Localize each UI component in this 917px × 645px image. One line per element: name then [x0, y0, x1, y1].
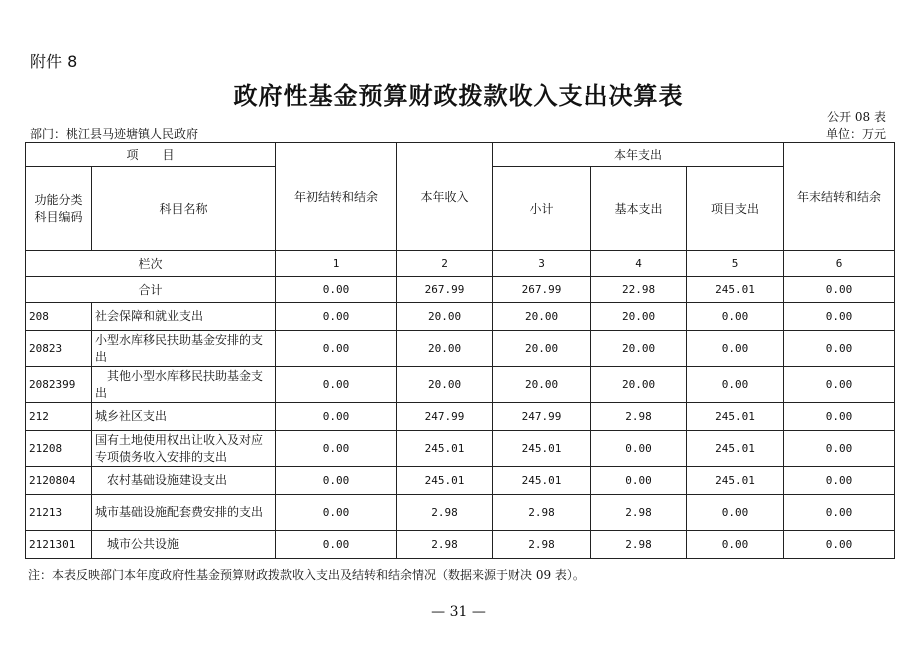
form-number: 公开 08 表 — [827, 110, 886, 124]
unit-label: 单位：万元 — [825, 127, 886, 141]
column-index-cell: 1 — [276, 251, 397, 277]
column-index-cell: 3 — [493, 251, 591, 277]
row-value-cell: 0.00 — [276, 303, 397, 331]
column-index-cell: 6 — [784, 251, 895, 277]
row-code: 2121301 — [26, 531, 92, 559]
row-value-cell: 245.01 — [687, 403, 784, 431]
row-value-cell: 247.99 — [397, 403, 493, 431]
row-value-cell: 0.00 — [591, 431, 687, 467]
row-value-cell: 20.00 — [397, 303, 493, 331]
table-row — [26, 431, 895, 467]
row-value-cell: 20.00 — [493, 303, 591, 331]
budget-table — [25, 142, 895, 559]
row-value-cell: 0.00 — [687, 367, 784, 403]
row-name: 城乡社区支出 — [92, 403, 276, 431]
row-value-cell: 0.00 — [276, 367, 397, 403]
row-code: 20823 — [26, 331, 92, 367]
row-value-cell: 0.00 — [276, 467, 397, 495]
row-value-cell: 20.00 — [591, 367, 687, 403]
table-row — [26, 331, 895, 367]
row-code: 212 — [26, 403, 92, 431]
row-value-cell: 247.99 — [493, 403, 591, 431]
total-row — [26, 277, 895, 303]
attachment-label: 附件 8 — [30, 52, 78, 71]
row-value-cell: 20.00 — [591, 331, 687, 367]
column-index-cell: 5 — [687, 251, 784, 277]
row-value-cell: 20.00 — [591, 303, 687, 331]
table-row — [26, 303, 895, 331]
row-value-cell: 0.00 — [784, 303, 895, 331]
row-value-cell: 0.00 — [687, 495, 784, 531]
row-value-cell: 0.00 — [687, 331, 784, 367]
row-value-cell: 0.00 — [276, 331, 397, 367]
row-value-cell: 20.00 — [493, 331, 591, 367]
row-value-cell: 0.00 — [784, 495, 895, 531]
header-carry-out: 年末结转和结余 — [784, 143, 895, 251]
row-value-cell: 0.00 — [784, 467, 895, 495]
table-row — [26, 531, 895, 559]
header-item: 项 目 — [26, 143, 276, 167]
row-value-cell: 2.98 — [591, 403, 687, 431]
row-value-cell: 0.00 — [784, 403, 895, 431]
row-value-cell: 0.00 — [784, 531, 895, 559]
header-basic: 基本支出 — [591, 167, 687, 251]
row-code: 2120804 — [26, 467, 92, 495]
row-name: 城市基础设施配套费安排的支出 — [92, 495, 276, 531]
total-cell: 245.01 — [687, 277, 784, 303]
row-name: 国有土地使用权出让收入及对应专项债务收入安排的支出 — [92, 431, 276, 467]
column-index-cell: 4 — [591, 251, 687, 277]
row-name: 其他小型水库移民扶助基金支出 — [92, 367, 276, 403]
total-cell: 0.00 — [276, 277, 397, 303]
column-index-cell: 2 — [397, 251, 493, 277]
table-row — [26, 403, 895, 431]
row-value-cell: 20.00 — [397, 367, 493, 403]
row-value-cell: 2.98 — [591, 531, 687, 559]
row-value-cell: 0.00 — [591, 467, 687, 495]
row-value-cell: 2.98 — [397, 495, 493, 531]
header-income: 本年收入 — [397, 143, 493, 251]
column-index-label: 栏次 — [26, 251, 276, 277]
row-name: 城市公共设施 — [92, 531, 276, 559]
row-value-cell: 2.98 — [493, 531, 591, 559]
row-value-cell: 0.00 — [784, 367, 895, 403]
row-code: 208 — [26, 303, 92, 331]
department-label: 部门：桃江县马迹塘镇人民政府 — [30, 127, 199, 141]
page-number: — 31 — — [431, 604, 486, 620]
row-value-cell: 0.00 — [687, 303, 784, 331]
row-value-cell: 0.00 — [276, 531, 397, 559]
header-code: 功能分类科目编码 — [26, 167, 92, 251]
row-value-cell: 0.00 — [784, 331, 895, 367]
row-name: 小型水库移民扶助基金安排的支出 — [92, 331, 276, 367]
header-subtotal: 小计 — [493, 167, 591, 251]
header-name: 科目名称 — [92, 167, 276, 251]
header-carry-in: 年初结转和结余 — [276, 143, 397, 251]
row-value-cell: 245.01 — [397, 467, 493, 495]
total-label: 合计 — [26, 277, 276, 303]
total-cell: 267.99 — [397, 277, 493, 303]
header-project: 项目支出 — [687, 167, 784, 251]
row-value-cell: 245.01 — [687, 467, 784, 495]
row-value-cell: 0.00 — [276, 431, 397, 467]
total-cell: 22.98 — [591, 277, 687, 303]
row-code: 21208 — [26, 431, 92, 467]
table-row — [26, 467, 895, 495]
row-value-cell: 0.00 — [276, 403, 397, 431]
row-code: 21213 — [26, 495, 92, 531]
row-name: 社会保障和就业支出 — [92, 303, 276, 331]
row-value-cell: 245.01 — [687, 431, 784, 467]
row-value-cell: 245.01 — [397, 431, 493, 467]
row-value-cell: 20.00 — [493, 367, 591, 403]
row-value-cell: 2.98 — [493, 495, 591, 531]
column-index-row — [26, 251, 895, 277]
table-row — [26, 495, 895, 531]
total-cell: 0.00 — [784, 277, 895, 303]
row-value-cell: 2.98 — [591, 495, 687, 531]
footnote: 注：本表反映部门本年度政府性基金预算财政拨款收入支出及结转和结余情况（数据来源于财决 09 表）。 — [28, 568, 585, 582]
row-value-cell: 245.01 — [493, 431, 591, 467]
row-value-cell: 0.00 — [687, 531, 784, 559]
page-title: 政府性基金预算财政拨款收入支出决算表 — [233, 81, 684, 110]
row-value-cell: 20.00 — [397, 331, 493, 367]
row-name: 农村基础设施建设支出 — [92, 467, 276, 495]
row-value-cell: 2.98 — [397, 531, 493, 559]
table-row — [26, 367, 895, 403]
row-value-cell: 0.00 — [276, 495, 397, 531]
row-value-cell: 0.00 — [784, 431, 895, 467]
header-expense-group: 本年支出 — [493, 143, 784, 167]
total-cell: 267.99 — [493, 277, 591, 303]
row-code: 2082399 — [26, 367, 92, 403]
row-value-cell: 245.01 — [493, 467, 591, 495]
